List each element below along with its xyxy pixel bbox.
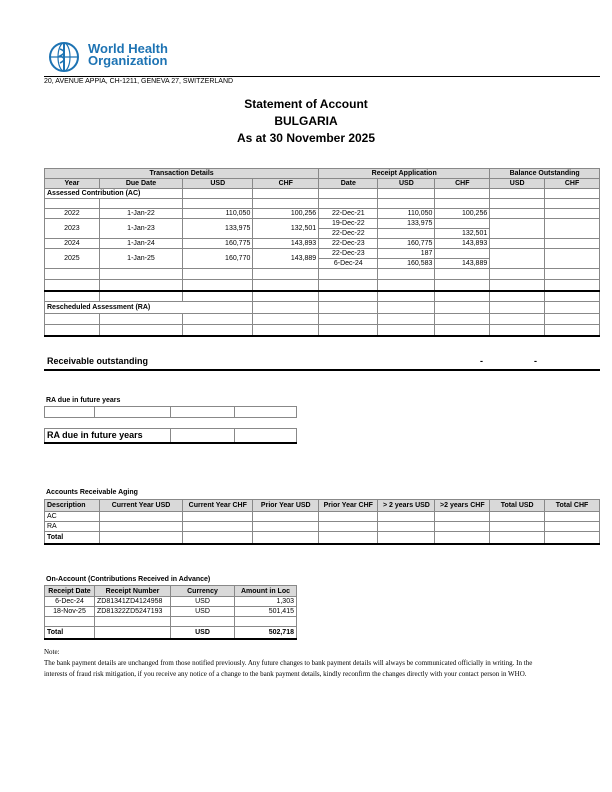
col-chf: CHF xyxy=(253,179,319,189)
receipt-usd-cell: 110,050 xyxy=(378,209,435,219)
usd-cell: 110,050 xyxy=(183,209,253,219)
ra-future-total xyxy=(44,428,297,444)
table-row xyxy=(45,512,600,522)
table-row xyxy=(45,627,297,639)
oa-col-amount: Amount in Loc xyxy=(235,586,297,597)
aging-col-description: Description xyxy=(45,500,100,512)
as-at-date: As at 30 November 2025 xyxy=(236,131,376,145)
address: 20, AVENUE APPIA, CH-1211, GENEVA 27, SWITZERLAND xyxy=(44,76,600,85)
on-account-title: On-Account (Contributions Received in Advance) xyxy=(46,576,211,583)
oa-amount-cell: 501,415 xyxy=(235,607,297,617)
table-row xyxy=(45,607,297,617)
receipt-date-cell: 22-Dec-21 xyxy=(319,209,378,219)
usd-cell: 133,975 xyxy=(183,219,253,239)
receipt-date-cell: 22-Dec-22 xyxy=(319,229,378,239)
oa-total-label: Total xyxy=(45,627,95,639)
receipt-usd-cell: 160,775 xyxy=(378,239,435,249)
year-cell: 2022 xyxy=(45,209,100,219)
oa-col-receipt-number: Receipt Number xyxy=(95,586,171,597)
ra-section-label: Rescheduled Assessment (RA) xyxy=(45,302,253,314)
usd-cell: 160,775 xyxy=(183,239,253,249)
ra-future-table xyxy=(44,406,297,418)
aging-col-total-chf: Total CHF xyxy=(545,500,600,512)
aging-table xyxy=(44,499,600,545)
year-cell: 2025 xyxy=(45,249,100,269)
col-usd: USD xyxy=(378,179,435,189)
receipt-chf-cell: 100,256 xyxy=(435,209,490,219)
org-name: World Health Organization xyxy=(88,41,168,68)
receipt-date-cell: 22-Dec-23 xyxy=(319,239,378,249)
due-date-cell: 1-Jan-23 xyxy=(99,219,182,239)
receivable-label: Receivable outstanding xyxy=(47,356,149,366)
group-balance-outstanding: Balance Outstanding xyxy=(490,169,600,179)
aging-col-current-year-chf: Current Year CHF xyxy=(183,500,253,512)
table-row xyxy=(45,597,297,607)
year-cell: 2023 xyxy=(45,219,100,239)
col-date: Date xyxy=(319,179,378,189)
receipt-chf-cell xyxy=(435,219,490,229)
chf-cell: 143,893 xyxy=(253,239,319,249)
ra-future-big-label: RA due in future years xyxy=(45,429,171,443)
who-logo-emblem xyxy=(44,40,84,74)
receivable-outstanding-row xyxy=(44,355,600,371)
country-title: BULGARIA xyxy=(274,114,338,128)
table-row xyxy=(45,522,600,532)
group-receipt-application: Receipt Application xyxy=(319,169,490,179)
oa-total-currency: USD xyxy=(171,627,235,639)
oa-amount-cell: 1,303 xyxy=(235,597,297,607)
year-cell: 2024 xyxy=(45,239,100,249)
oa-date-cell: 18-Nov-25 xyxy=(45,607,95,617)
aging-col-prior-year-usd: Prior Year USD xyxy=(253,500,319,512)
note-label: Note: xyxy=(44,648,60,656)
chf-cell: 100,256 xyxy=(253,209,319,219)
usd-cell: 160,770 xyxy=(183,249,253,269)
col-year: Year xyxy=(45,179,100,189)
oa-date-cell: 6-Dec-24 xyxy=(45,597,95,607)
table-row xyxy=(45,249,600,259)
receipt-date-cell: 19-Dec-22 xyxy=(319,219,378,229)
receipt-date-cell: 6-Dec-24 xyxy=(319,259,378,269)
col-chf: CHF xyxy=(435,179,490,189)
oa-total-amount: 502,718 xyxy=(235,627,297,639)
receivable-usd: - xyxy=(480,356,483,366)
table-row xyxy=(45,209,600,219)
col-chf: CHF xyxy=(545,179,600,189)
statement-title: Statement of Account xyxy=(244,97,368,111)
due-date-cell: 1-Jan-24 xyxy=(99,239,182,249)
table-row xyxy=(45,219,600,229)
aging-row-label: AC xyxy=(45,512,100,522)
col-usd: USD xyxy=(490,179,545,189)
receipt-usd-cell: 133,975 xyxy=(378,219,435,229)
receipt-chf-cell: 143,889 xyxy=(435,259,490,269)
due-date-cell: 1-Jan-25 xyxy=(99,249,182,269)
col-usd: USD xyxy=(183,179,253,189)
oa-currency-cell: USD xyxy=(171,597,235,607)
ra-future-label: RA due in future years xyxy=(46,397,121,404)
note-text: The bank payment details are unchanged from those notified previously. Any future changes to bank payment details will always be communicated officially in writing. In the interests of fraud risk mitigation, if you receive any notice of a change to the bank payment details, kindly reconfirm the changes directly with your contact person in WHO. xyxy=(44,659,533,678)
aging-col-gt2-usd: > 2 years USD xyxy=(378,500,435,512)
col-due-date: Due Date xyxy=(99,179,182,189)
oa-col-receipt-date: Receipt Date xyxy=(45,586,95,597)
chf-cell: 132,501 xyxy=(253,219,319,239)
aging-col-current-year-usd: Current Year USD xyxy=(99,500,182,512)
ac-section-label: Assessed Contribution (AC) xyxy=(45,189,183,199)
table-row xyxy=(45,239,600,249)
on-account-table xyxy=(44,585,297,640)
receipt-chf-cell xyxy=(435,249,490,259)
receipt-chf-cell: 143,893 xyxy=(435,239,490,249)
oa-number-cell: ZD81322ZD5247193 xyxy=(95,607,171,617)
aging-col-gt2-chf: >2 years CHF xyxy=(435,500,490,512)
receipt-usd-cell: 187 xyxy=(378,249,435,259)
oa-col-currency: Currency xyxy=(171,586,235,597)
table-row xyxy=(45,532,600,544)
aging-row-label: Total xyxy=(45,532,100,544)
aging-col-total-usd: Total USD xyxy=(490,500,545,512)
due-date-cell: 1-Jan-22 xyxy=(99,209,182,219)
receipt-date-cell: 22-Dec-23 xyxy=(319,249,378,259)
receivable-chf: - xyxy=(534,356,537,366)
receipt-chf-cell: 132,501 xyxy=(435,229,490,239)
aging-col-prior-year-chf: Prior Year CHF xyxy=(319,500,378,512)
receipt-usd-cell xyxy=(378,229,435,239)
group-transaction-details: Transaction Details xyxy=(45,169,319,179)
aging-title: Accounts Receivable Aging xyxy=(46,489,138,496)
oa-number-cell: ZD81341ZD4124958 xyxy=(95,597,171,607)
chf-cell: 143,889 xyxy=(253,249,319,269)
aging-row-label: RA xyxy=(45,522,100,532)
oa-currency-cell: USD xyxy=(171,607,235,617)
receipt-usd-cell: 160,583 xyxy=(378,259,435,269)
statement-table xyxy=(44,168,600,337)
